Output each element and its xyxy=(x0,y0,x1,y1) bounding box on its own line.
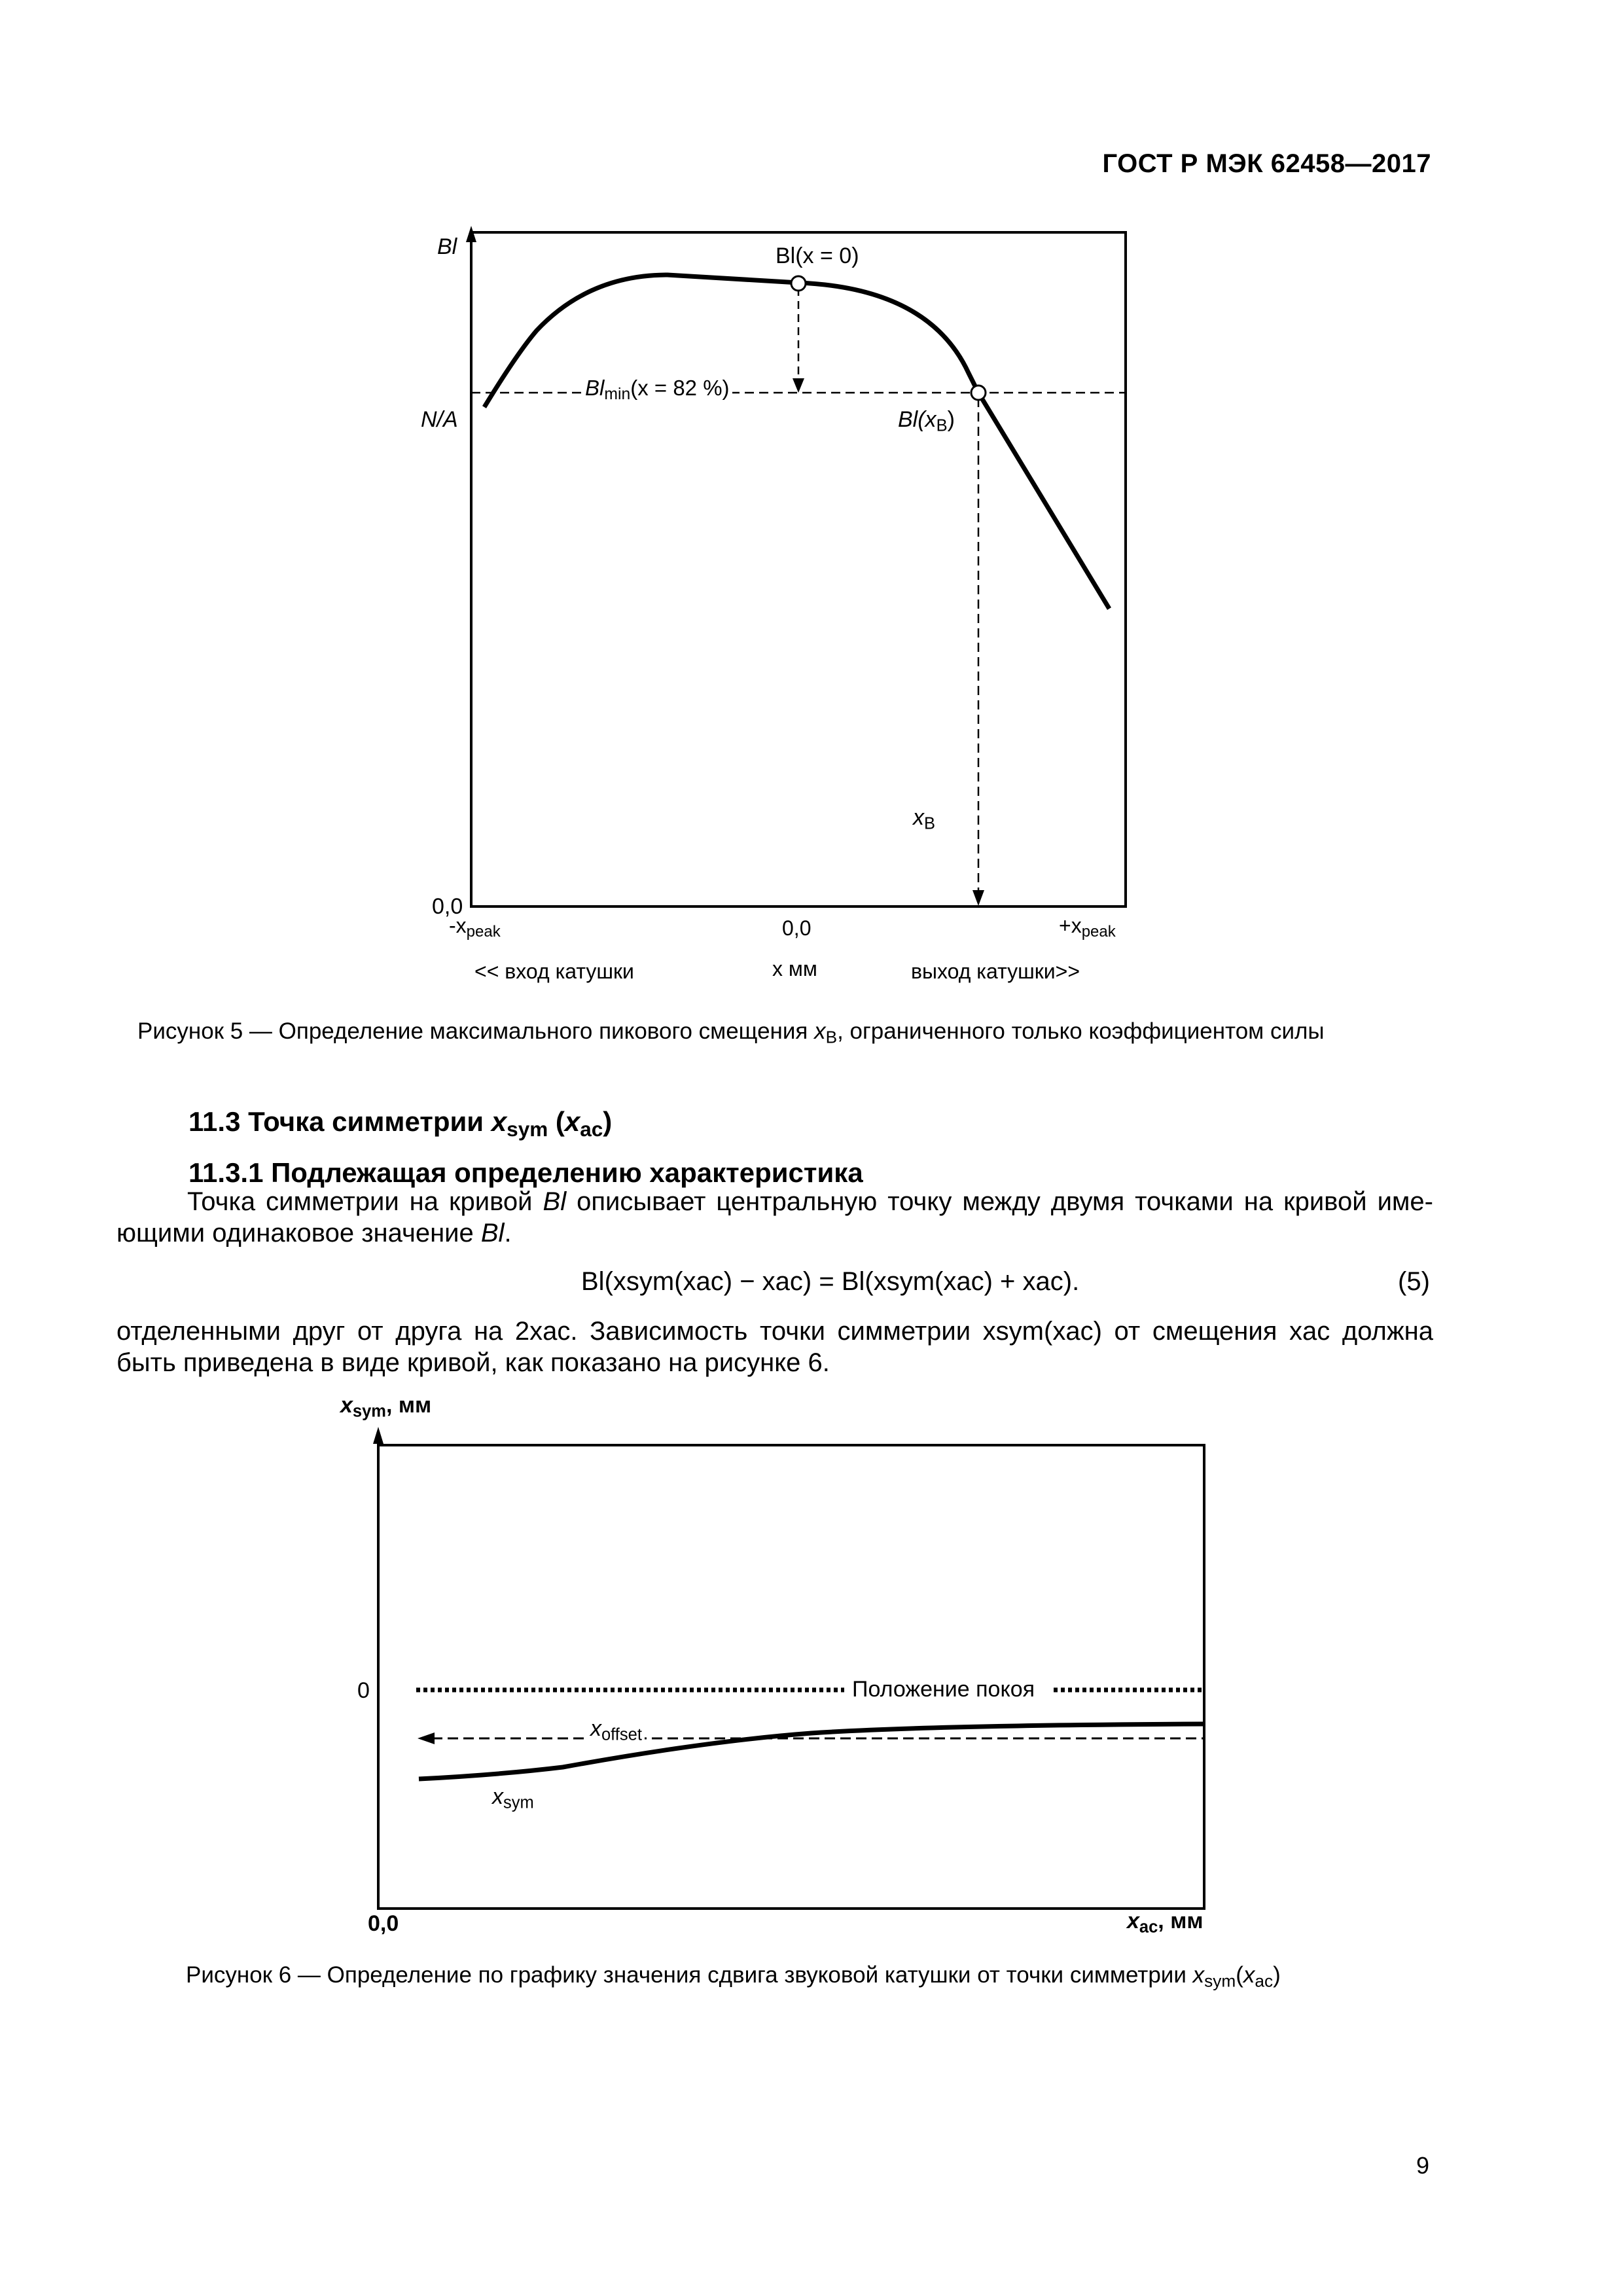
label-bl-xb: $Bl(x_B)$ xyxy=(898,407,955,435)
figure-6-y-tick-zero: 0 xyxy=(357,1678,370,1703)
figure-5-x-right-note: выход катушки>> xyxy=(911,960,1080,983)
bl-curve xyxy=(484,275,1109,609)
label-bl-x0: Bl(x = 0) xyxy=(776,243,859,268)
figure-6-chart xyxy=(0,1374,1623,1950)
offset-label: $x_{offset}$ xyxy=(588,1716,645,1744)
label-bl-min: $Bl_{min}(x = 82$ %) xyxy=(582,376,732,404)
figure-5-x-tick-left: $-x_{peak}$ xyxy=(449,914,501,941)
xb-arrow-head xyxy=(972,890,984,906)
figure-5-y-tick-zero: 0,0 xyxy=(432,894,463,919)
figure-5-y-axis-label: Bl xyxy=(437,234,457,259)
heading-11-3-1: 11.3.1 Подлежащая определению характеристика xyxy=(188,1157,863,1188)
paragraph-2: отделенными друг от друга на 2xac. Зависимость точки симметрии xsym(xac) от смещения xac должна быть приведена в виде кривой, как показано на рисунке 6. xyxy=(116,1317,1433,1377)
figure-6-y-arrow xyxy=(373,1427,383,1444)
figure-5-y-tick-na: N/A xyxy=(421,407,458,432)
figure-5-y-arrow xyxy=(466,226,476,242)
xsym-label: $x_{sym}$ xyxy=(492,1784,534,1812)
heading-11-3: 11.3 Точка симметрии $x_{sym}$ $(x_{ac})$ xyxy=(188,1106,613,1141)
bl-x0-arrow-head xyxy=(793,378,804,393)
offset-arrow-head xyxy=(418,1732,435,1744)
figure-6-x-axis-label: $x_{ac}$, мм xyxy=(1127,1909,1204,1937)
formula-5: Bl(xsym(xac) − xac) = Bl(xsym(xac) + xac). xyxy=(581,1267,1080,1296)
figure-6-frame xyxy=(378,1445,1204,1909)
figure-5-chart xyxy=(0,0,1623,1021)
xsym-curve xyxy=(419,1724,1204,1779)
figure-6-x-tick-zero: 0,0 xyxy=(368,1911,399,1936)
rest-position-label: Положение покоя xyxy=(852,1677,1035,1702)
figure-5-caption: Рисунок 5 — Определение максимального пикового смещения $x_B$, ограниченного только коэффициентом силы xyxy=(137,1018,1325,1047)
document-standard-header: ГОСТ Р МЭК 62458—2017 xyxy=(1102,149,1431,178)
bl-xb-point xyxy=(971,386,986,400)
page-number: 9 xyxy=(1416,2152,1430,2179)
figure-6-caption: Рисунок 6 — Определение по графику значения сдвига звуковой катушки от точки симметрии $x_{sym}(x_{ac})$ xyxy=(186,1962,1281,1991)
paragraph-1: Точка симметрии на кривой Bl описывает центральную точку между двумя точками на кривой име-ющими одинаковое значение Bl. xyxy=(116,1187,1433,1247)
figure-5-x-tick-mid: 0,0 xyxy=(782,916,812,940)
bl-x0-point xyxy=(791,276,806,291)
figure-5-x-left-note: << вход катушки xyxy=(474,960,634,983)
figure-6-y-axis-label: $x_{sym}$, мм xyxy=(340,1393,432,1421)
figure-5-x-tick-right: $+x_{peak}$ xyxy=(1059,914,1116,941)
formula-number: (5) xyxy=(1398,1267,1430,1296)
figure-5-x-axis-label: x мм xyxy=(772,957,817,980)
label-xb: $x_B$ xyxy=(913,805,936,833)
